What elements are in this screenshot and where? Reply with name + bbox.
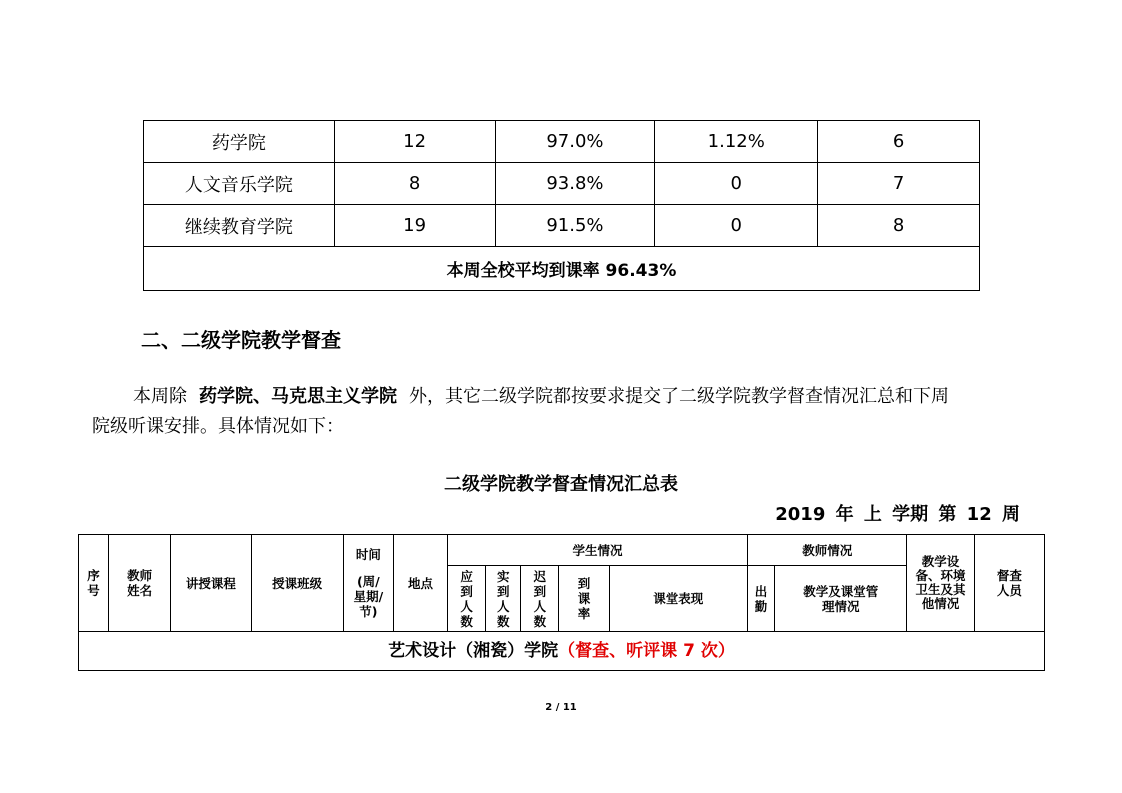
table-row [144, 163, 980, 205]
table-cell: 8 [818, 205, 980, 247]
intro-line1-rest: 外，其它二级学院都按要求提交了二级学院教学督查情况汇总和下周 [409, 386, 949, 407]
intro-excluded-colleges: 药学院、马克思主义学院 [199, 386, 397, 407]
college-name-cell: 药学院 [144, 121, 335, 163]
header-teacher-situation: 教师情况 [747, 535, 907, 566]
college-name-cell: 人文音乐学院 [144, 163, 335, 205]
header-class-performance: 课堂表现 [609, 566, 747, 632]
intro-paragraph-line-2: 院级听课安排。具体情况如下： [92, 416, 344, 437]
college-group-name: 艺术设计（湘瓷）学院 [388, 640, 559, 661]
table-cell: 97.0% [495, 121, 655, 163]
inspection-summary-table [78, 534, 1045, 671]
header-attendance-rate: 到课率 [559, 566, 609, 632]
intro-paragraph-line-1 [92, 380, 1042, 414]
week-line: 2019 年 上 学期 第 12 周 [775, 504, 1020, 525]
college-group-row [79, 632, 1045, 671]
page-number: 2 / 11 [545, 702, 577, 713]
header-inspector: 督查人员 [974, 535, 1044, 632]
header-time-label: 时间 [355, 547, 381, 562]
header-time [343, 535, 393, 632]
total-row [144, 247, 980, 291]
header-row [79, 535, 1045, 566]
table-cell: 19 [334, 205, 495, 247]
header-late-count: 迟到人数 [521, 566, 559, 632]
table-cell: 6 [818, 121, 980, 163]
table-title: 二级学院教学督查情况汇总表 [444, 474, 678, 495]
table-cell: 12 [334, 121, 495, 163]
header-location: 地点 [393, 535, 447, 632]
header-teacher-attendance: 出勤 [747, 566, 774, 632]
header-actual-count: 实到人数 [486, 566, 521, 632]
table-cell: 0 [655, 163, 818, 205]
header-teaching-management: 教学及课堂管理情况 [775, 566, 907, 632]
table-cell: 93.8% [495, 163, 655, 205]
header-class: 授课班级 [251, 535, 343, 632]
college-group-note: （督查、听评课 7 次） [558, 640, 735, 661]
average-attendance-label: 本周全校平均到课率 [446, 261, 600, 281]
attendance-stats-table [143, 120, 980, 291]
header-expected-count: 应到人数 [448, 566, 486, 632]
section-heading: 二、二级学院教学督查 [141, 328, 341, 352]
table-cell: 7 [818, 163, 980, 205]
table-cell: 91.5% [495, 205, 655, 247]
header-teacher-name: 教师姓名 [109, 535, 171, 632]
college-name-cell: 继续教育学院 [144, 205, 335, 247]
table-cell: 1.12% [655, 121, 818, 163]
table-cell: 8 [334, 163, 495, 205]
college-group-cell [79, 632, 1045, 671]
header-student-situation: 学生情况 [448, 535, 748, 566]
header-facilities: 教学设备、环境卫生及其他情况 [907, 535, 974, 632]
header-index: 序号 [79, 535, 109, 632]
header-time-unit: (周/星期/节) [353, 574, 384, 619]
table-cell: 0 [655, 205, 818, 247]
intro-prefix: 本周除 [133, 386, 187, 407]
table-row [144, 205, 980, 247]
table-row [144, 121, 980, 163]
header-course: 讲授课程 [171, 535, 251, 632]
average-attendance-cell [144, 247, 980, 291]
average-attendance-value: 96.43% [605, 261, 677, 281]
